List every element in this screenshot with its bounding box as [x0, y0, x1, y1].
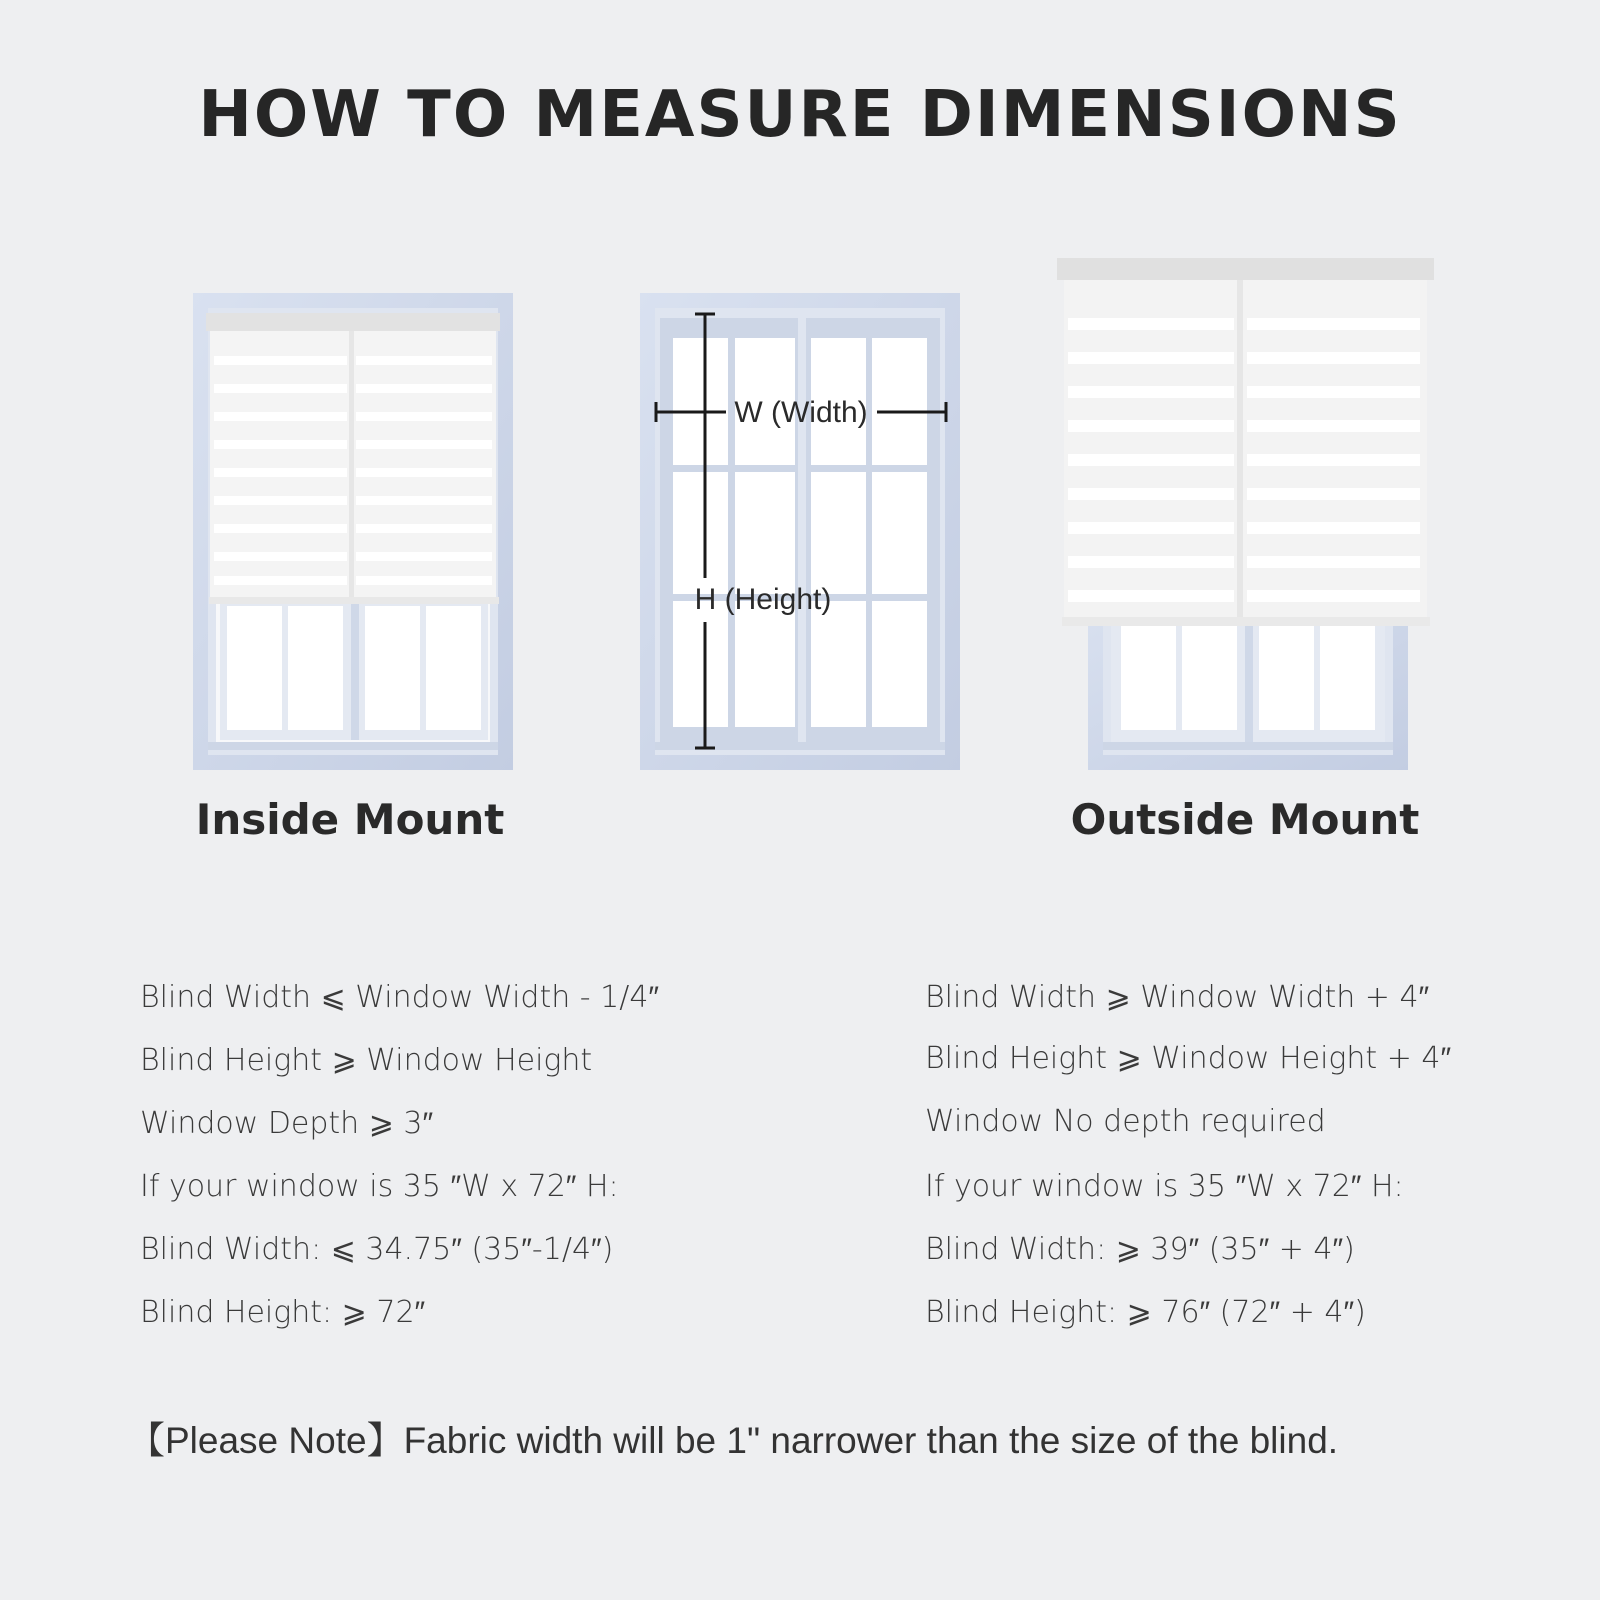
inside-spec-line: Blind Width: ⩽ 34.75″ (35″-1/4″): [140, 1232, 614, 1267]
outside-spec-line: Window No depth required: [925, 1104, 1326, 1139]
inside-mount-blind: [206, 313, 500, 604]
outside-mount-caption: Outside Mount: [1070, 795, 1420, 844]
page-title: HOW TO MEASURE DIMENSIONS: [198, 78, 1402, 152]
outside-mount-blind: [1057, 258, 1434, 626]
inside-spec-line: Blind Width ⩽ Window Width - 1/4″: [140, 980, 660, 1015]
inside-spec-line: Window Depth ⩾ 3″: [140, 1106, 434, 1141]
outside-spec-line: Blind Height ⩾ Window Height + 4″: [925, 1041, 1452, 1076]
outside-spec-line: Blind Width: ⩾ 39″ (35″ + 4″): [925, 1232, 1355, 1267]
inside-spec-line: If your window is 35 ″W x 72″ H:: [140, 1169, 619, 1204]
inside-spec-line: Blind Height: ⩾ 72″: [140, 1295, 426, 1330]
outside-spec-line: Blind Width ⩾ Window Width + 4″: [925, 980, 1430, 1015]
measure-window: [640, 293, 960, 770]
please-note: 【Please Note】Fabric width will be 1" narrower than the size of the blind.: [128, 1420, 1339, 1461]
outside-spec-line: If your window is 35 ″W x 72″ H:: [925, 1169, 1404, 1204]
width-label: W (Width): [734, 396, 868, 429]
inside-spec-line: Blind Height ⩾ Window Height: [140, 1043, 593, 1078]
height-label: H (Height): [694, 583, 832, 616]
inside-mount-caption: Inside Mount: [195, 795, 505, 844]
outside-spec-line: Blind Height: ⩾ 76″ (72″ + 4″): [925, 1295, 1366, 1330]
